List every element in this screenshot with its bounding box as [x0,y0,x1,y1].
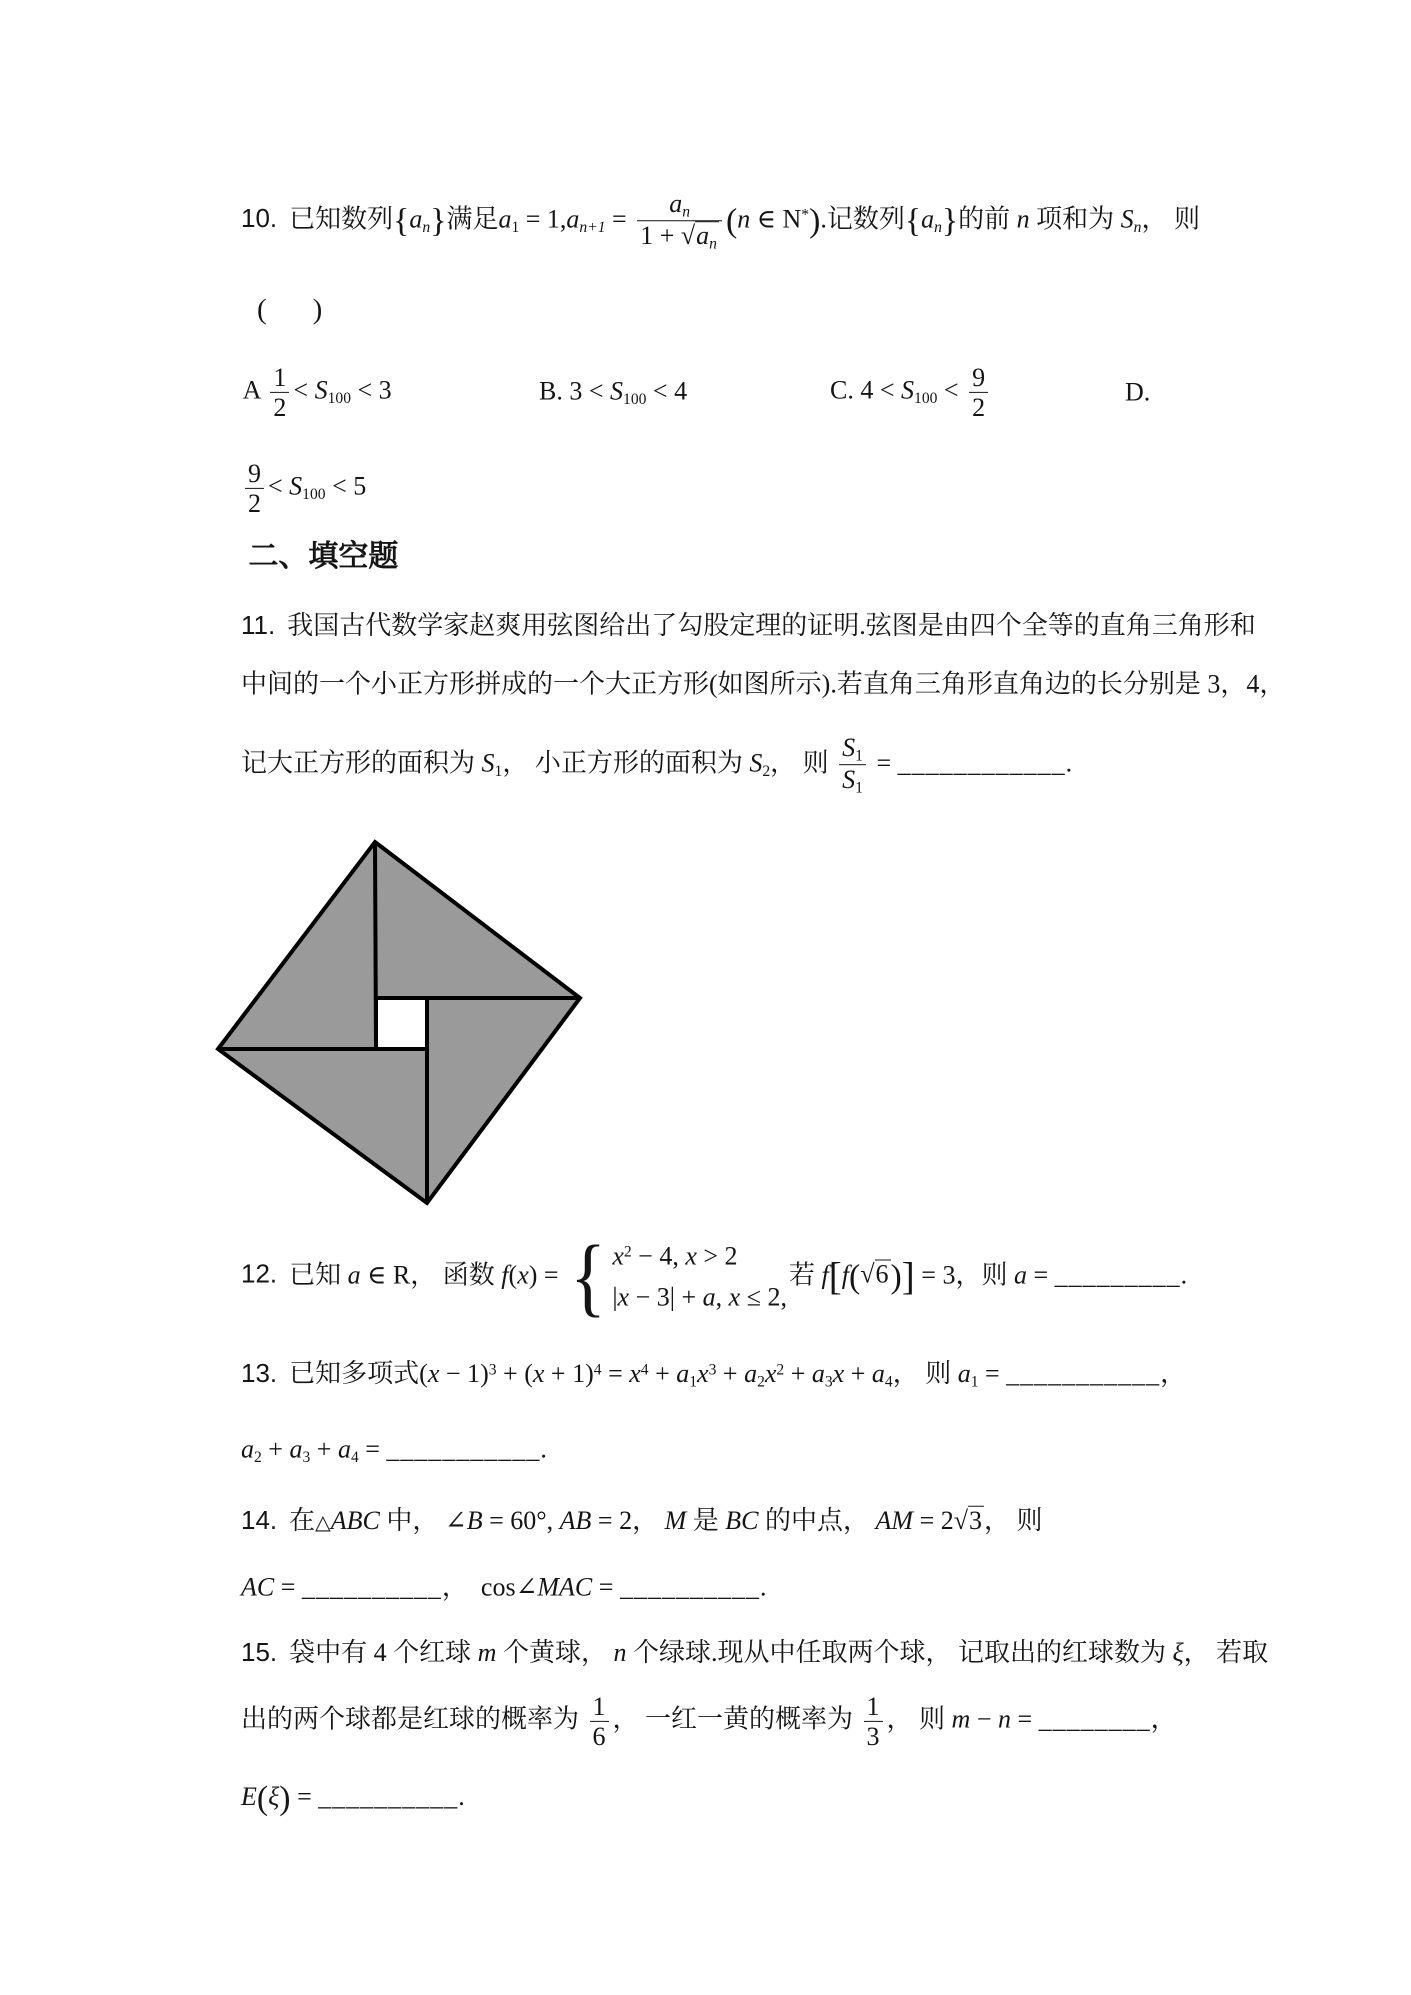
sup-3: 3 [488,1360,497,1378]
period: . [759,1571,767,1601]
q15-text-7: ， 则 [886,1703,952,1733]
equals: = [1026,1259,1055,1289]
q13-text-1: 已知多项式 [289,1358,420,1388]
question-14-line1: 14. 在△ABC 中， ∠B = 60°, AB = 2， M 是 BC 的中点， AM = 2√3， 则 [241,1504,1043,1535]
question-11-line3 [215,700,1072,830]
q15-text-2: 个黄球， [496,1637,614,1667]
var-a: a [871,1358,885,1388]
paren-right: ) [528,1259,538,1289]
sub-100: 100 [914,389,938,407]
question-10: 10. 已知数列$\{a_n\}$满足$a_1 = 1,a_{n+1}$ = $\frac{a_n}{1 + √a_n}$ (n ∈ N*).记数列$\{a_n\}$的前 n 项和为 $S_n$， 则 [241,188,1200,253]
equals: = [913,1505,941,1535]
equals: = [869,747,898,777]
chord-diagram-figure [213,837,585,1208]
var-ABC: ABC [330,1505,380,1535]
fraction-9-2: $\frac{9}{2}$ [245,458,264,517]
equals-3: = 3 [914,1259,956,1289]
answer-blank-1: ___________ [1006,1358,1161,1388]
equals: = [592,1571,620,1601]
var-AB: AB [559,1505,592,1535]
option-d [1099,343,1150,441]
q10-text-then: ， 则 [1141,203,1200,233]
sub-100: 100 [327,389,351,407]
var-m: m [477,1637,497,1667]
comma: ， [441,1571,481,1601]
q12-text-5: ，则 [955,1259,1014,1289]
answer-blank-2: __________ [318,1781,459,1811]
sub-n: n [422,218,431,236]
fraction-S1-over-S1: $\frac{S_1}{S_1}$ [839,733,866,798]
angle-symbol: ∠ [444,1505,467,1535]
question-15-number: 15. [241,1636,278,1667]
var-n: n [998,1703,1011,1733]
q12-text-3: 函数 [442,1259,502,1289]
var-a: a [347,1259,361,1289]
q12-text-2: ∈ R， [360,1259,443,1289]
var-f: f [841,1259,849,1289]
var-f: f [821,1259,829,1289]
sub-n-plus-1: n+1 [579,218,606,236]
fraction-1-3: $\frac{1}{3}$ [864,1691,883,1750]
q10-text-satisfy: 满足 [446,203,499,233]
answer-blank-1: ________ [1038,1703,1151,1733]
equals: = [601,1358,630,1388]
q14-text-middle: 中， [379,1505,445,1535]
option-a-label: A [242,374,267,404]
in-N: ∈ N [750,203,802,233]
equals: = [290,1781,319,1811]
q11-text-3b: ， 小正方形的面积为 [502,747,750,777]
var-S: S [314,374,328,404]
piecewise-row-2: |x − 3| + a, x ≤ 2, [612,1282,787,1312]
question-12-number: 12. [241,1258,278,1289]
equals: = [978,1358,1007,1388]
option-c-label: C. [830,374,861,404]
var-S: S [901,374,915,404]
var-x: x [697,1358,709,1388]
q15-text-4: ， 若取 [1183,1637,1269,1667]
var-a: a [811,1358,825,1388]
equals: = [358,1434,387,1464]
sub-2: 2 [762,762,771,780]
var-x: x [832,1358,845,1388]
option-d-label: D. [1125,376,1151,406]
q12-text-1: 已知 [289,1259,348,1289]
q15-text-3: 个绿球.现从中任取两个球， 记取出的红球数为 [626,1637,1173,1667]
option-b: B. $3 < S_{100} < 4$ [539,376,688,408]
sub-1: 1 [511,218,520,236]
var-S: S [289,470,303,500]
var-a: a [566,203,580,233]
star-sup: * [801,206,810,224]
sub-1: 1 [494,762,503,780]
var-x: x [517,1259,529,1289]
bracket-left: [ [828,1254,842,1298]
q11-text-1: 我国古代数学家赵爽用弦图给出了勾股定理的证明.弦图是由四个全等的直角三角形和 [287,610,1256,640]
var-MAC: MAC [537,1571,593,1601]
var-S: S [481,747,495,777]
period: . [540,1434,547,1464]
equals: = [274,1571,302,1601]
answer-blank: ____________ [897,747,1066,777]
option-a: A $\frac{1}{2}$ < $S_{100} < 3$ [242,362,392,422]
fraction-an-over-1-plus-sqrt-an: $\frac{a_n}{1 + √a_n}$ [637,189,722,254]
q15-text-5: 出的两个球都是红球的概率为 [241,1703,586,1733]
answer-paren-right: ) [312,293,323,326]
q14-text-then: ， 则 [984,1505,1043,1535]
center-small-square [376,998,427,1049]
var-a: a [744,1358,758,1388]
bracket-right: ] [901,1254,915,1298]
q13-text-then: ， 则 [892,1358,958,1388]
sqrt-6: √6 [860,1259,889,1289]
fraction-1-2: $\frac{1}{2}$ [270,362,289,421]
sqrt-3: √3 [953,1505,983,1535]
answer-blank-1: __________ [301,1571,442,1601]
minus: − [970,1703,998,1733]
q10-text-known: 已知数列 [289,203,394,233]
sup-4: 4 [593,1360,602,1378]
question-10-number: 10. [241,202,278,233]
var-a: a [337,1434,351,1464]
paren-left: ( [508,1259,518,1289]
q14-text-midpoint: 的中点， [758,1505,876,1535]
brace-right: } [941,202,959,240]
paren-left: ( [256,1779,269,1817]
var-M: M [664,1505,687,1535]
piecewise-function [567,1228,787,1325]
var-S: S [749,747,763,777]
sqrt-an: $√a_n$ [680,221,717,253]
question-15-line3 [215,1748,465,1848]
var-a: a [289,1434,303,1464]
var-BC: BC [725,1505,759,1535]
sub-100: 100 [623,390,647,408]
brace-left: { [393,202,410,240]
sub-100: 100 [302,485,326,503]
option-c: C. $4 < S_{100}$ < $\frac{9}{2}$ [804,330,992,454]
period: . [458,1781,465,1811]
var-x: x [629,1358,641,1388]
var-S: S [1120,203,1134,233]
var-a: a [1013,1259,1027,1289]
var-a: a [409,203,423,233]
question-11-number: 11. [241,609,276,640]
q15-text-6: ， 一红一黄的概率为 [612,1703,860,1733]
var-E: E [241,1781,257,1811]
brace-right: } [430,202,447,240]
radical-sign: √ [860,1259,875,1289]
comma: ， [1160,1358,1187,1388]
paren-left: ( [848,1258,861,1296]
brace-left: { [904,202,922,240]
comma: ， [1150,1703,1177,1733]
var-x: x [532,1358,545,1388]
triangle-symbol: △ [315,1511,331,1534]
fraction-1-6: $\frac{1}{6}$ [590,1691,609,1750]
var-n: n [1016,203,1030,233]
var-B: B [466,1505,483,1535]
var-a: a [957,1358,971,1388]
q14-text-is: 是 [686,1505,726,1535]
option-d-content: $\frac{9}{2}$ < $S_{100} < 5$ [215,426,366,550]
fraction-9-2: $\frac{9}{2}$ [969,362,988,421]
var-xi: ξ [1172,1637,1184,1667]
equals: = [537,1259,566,1289]
q10-text-denote: .记数列 [820,203,905,233]
question-14-number: 14. [241,1504,278,1535]
var-x: x [764,1358,777,1388]
var-AM: AM [875,1505,914,1535]
question-13-number: 13. [241,1357,278,1388]
answer-blank: _________ [1054,1259,1181,1289]
equals: = [605,203,634,233]
var-a: a [241,1434,254,1464]
q12-text-4: 若 [788,1259,822,1289]
answer-blank-2: __________ [619,1571,760,1601]
period: . [1180,1259,1188,1289]
piecewise-row-1: $x^2 - 4$, x > 2 [612,1241,738,1270]
radical-sign: √ [680,221,696,251]
q11-text-3c: ， 则 [770,747,836,777]
q10-text-front: 的前 [958,203,1017,233]
var-a: a [676,1358,690,1388]
var-a: a [498,203,512,233]
answer-blank-2: ___________ [386,1434,541,1464]
q15-text-1: 袋中有 4 个红球 [289,1637,478,1667]
var-AC: AC [241,1571,275,1601]
angle-symbol: ∠ [515,1571,538,1601]
var-n: n [737,203,751,233]
var-x: x [427,1358,440,1388]
q10-text-sum: 项和为 [1029,203,1121,233]
paren-left: ( [725,202,738,240]
var-S: S [610,376,624,406]
q14-text-in: 在 [289,1505,316,1535]
cos-function: cos [480,1571,516,1601]
option-b-label: B. [539,376,570,406]
var-m: m [951,1703,971,1733]
var-f: f [501,1259,509,1289]
cases-brace: { [570,1228,607,1325]
question-13-line2: $a_2 + a_3 + a_4$ = ___________. [241,1434,547,1466]
paren-right: ) [809,202,821,240]
q11-text-2: 中间的一个小正方形拼成的一个大正方形(如图所示).若直角三角形直角边的长分别是 3，4， [241,668,1286,698]
answer-paren-left: ( [257,293,267,326]
equals-one: = 1, [519,203,567,233]
question-13-line1: 13. 已知多项式$(x - 1)^3 + (x + 1)^4 = x^4 + a_1x^3 + a_2x^2 + a_3x + a_4$， 则 $a_1$ = ___________， [241,1357,1187,1390]
section-title-text: 二、填空题 [248,539,399,573]
var-n: n [613,1637,627,1667]
var-xi: ξ [268,1781,280,1811]
period: . [1065,747,1073,777]
radical-sign: √ [953,1505,969,1535]
q11-text-3a: 记大正方形的面积为 [241,747,482,777]
paren-right: ) [279,1779,291,1817]
equals: = [1011,1703,1039,1733]
paren-right: ) [890,1258,902,1296]
